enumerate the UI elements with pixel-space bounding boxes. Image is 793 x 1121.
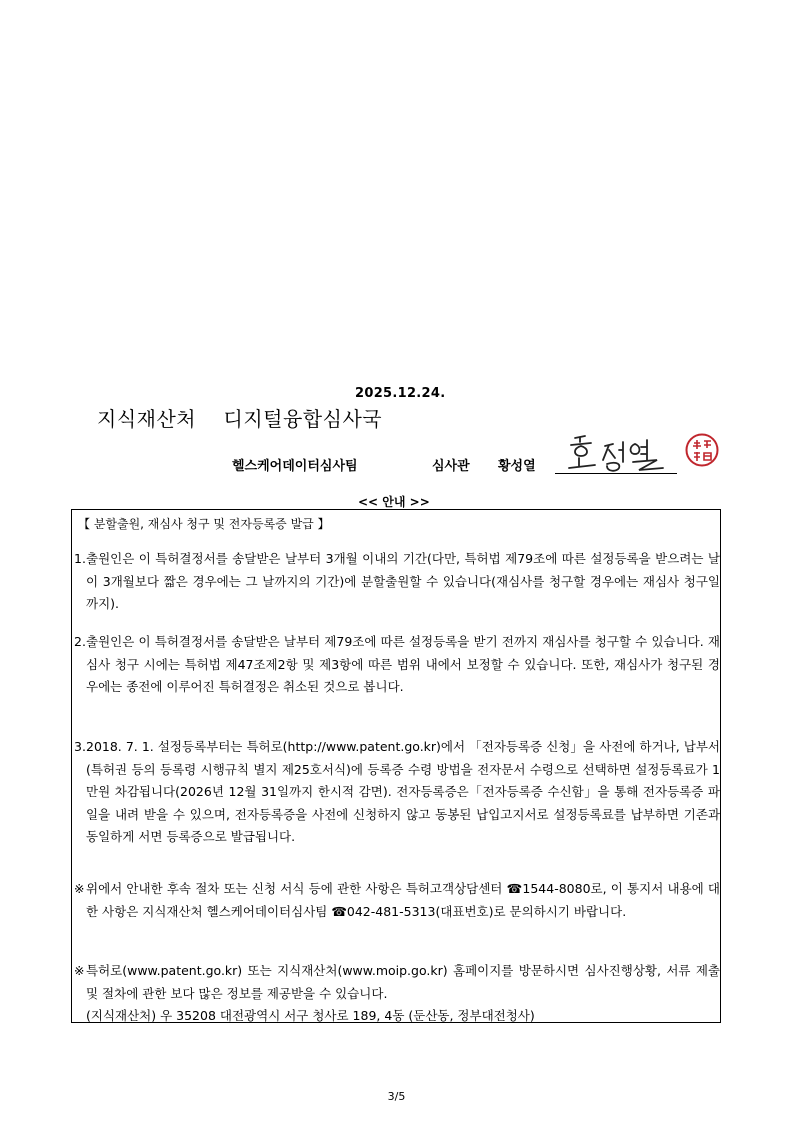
note-text: 위에서 안내한 후속 절차 또는 신청 서식 등에 관한 사항은 특허고객상담센터 ☎1544-8080로, 이 통지서 내용에 대한 사항은 지식재산처 헬스케어데이터심사팀 ☎042-481-5313(대표번호)로 문의하시기 바랍니다. bbox=[86, 881, 720, 919]
signature-line bbox=[555, 473, 677, 474]
page-number: 3/5 bbox=[387, 1090, 406, 1103]
item-text: 출원인은 이 특허결정서를 송달받은 날부터 3개월 이내의 기간(다만, 특허법 제79조에 따른 설정등록을 받으려는 날이 3개월보다 짧은 경우에는 그 날까지의 기간)에 분할출원할 수 있습니다(재심사를 청구할 경우에는 재심사 청구일까지). bbox=[86, 551, 720, 611]
note-marker: ※ bbox=[74, 881, 85, 896]
examiner-label: 심사관 bbox=[432, 459, 470, 474]
examination-team: 헬스케어데이터심사팀 bbox=[232, 459, 358, 474]
notice-title: << 안내 >> bbox=[358, 495, 430, 509]
office-address: (지식재산처) 우 35208 대전광역시 서구 청사로 189, 4동 (둔산동, 정부대전청사) bbox=[86, 1008, 535, 1023]
notice-item-3 bbox=[74, 736, 720, 849]
item-text: 2018. 7. 1. 설정등록부터는 특허로(http://www.patent.go.kr)에서 「전자등록증 신청」을 사전에 하거나, 납부서(특허권 등의 등록령 시행규칙 별지 제25호서식)에 등록증 수령 방법을 전자문서 수령으로 선택하면 설정등록료가 1만원 차감됩니다(2026년 12월 31일까지 한시적 감면). 전자등록증은「전자등록증 수신함」을 통해 전자등록증 파일을 내려 받을 수 있으며, 전자등록증을 사전에 신청하지 않고 동봉된 납입고지서로 설정등록료를 납부하면 기존과 동일하게 서면 등록증으로 발급됩니다. bbox=[86, 739, 720, 844]
item-text: 출원인은 이 특허결정서를 송달받은 날부터 제79조에 따른 설정등록을 받기 전까지 재심사를 청구할 수 있습니다. 재심사 청구 시에는 특허법 제47조제2항 및 제3항에 따른 범위 내에서 보정할 수 있습니다. 또한, 재심사가 청구된 경우에는 종전에 이루어진 특허결정은 취소된 것으로 봅니다. bbox=[86, 634, 720, 694]
decision-date: 2025.12.24. bbox=[355, 386, 446, 401]
notice-item-2 bbox=[74, 631, 720, 699]
notice-website-note bbox=[74, 960, 720, 1028]
examiner-signature bbox=[563, 432, 678, 474]
notice-contact-note bbox=[74, 878, 720, 923]
item-marker: 2. bbox=[74, 634, 86, 649]
note-text: 특허로(www.patent.go.kr) 또는 지식재산처(www.moip.go.kr) 홈페이지를 방문하시면 심사진행상황, 서류 제출 및 절차에 관한 보다 많은 정보를 제공받을 수 있습니다. bbox=[86, 963, 720, 1001]
item-marker: 3. bbox=[74, 739, 86, 754]
notice-box-title: 【 분할출원, 재심사 청구 및 전자등록증 발급 】 bbox=[78, 517, 330, 531]
issuing-office: 지식재산처 디지털융합심사국 bbox=[97, 407, 383, 431]
examiner-name: 황성열 bbox=[498, 459, 536, 474]
item-marker: 1. bbox=[74, 551, 86, 566]
examiner-seal bbox=[685, 433, 719, 467]
notice-item-1 bbox=[74, 548, 720, 616]
note-marker: ※ bbox=[74, 963, 85, 978]
